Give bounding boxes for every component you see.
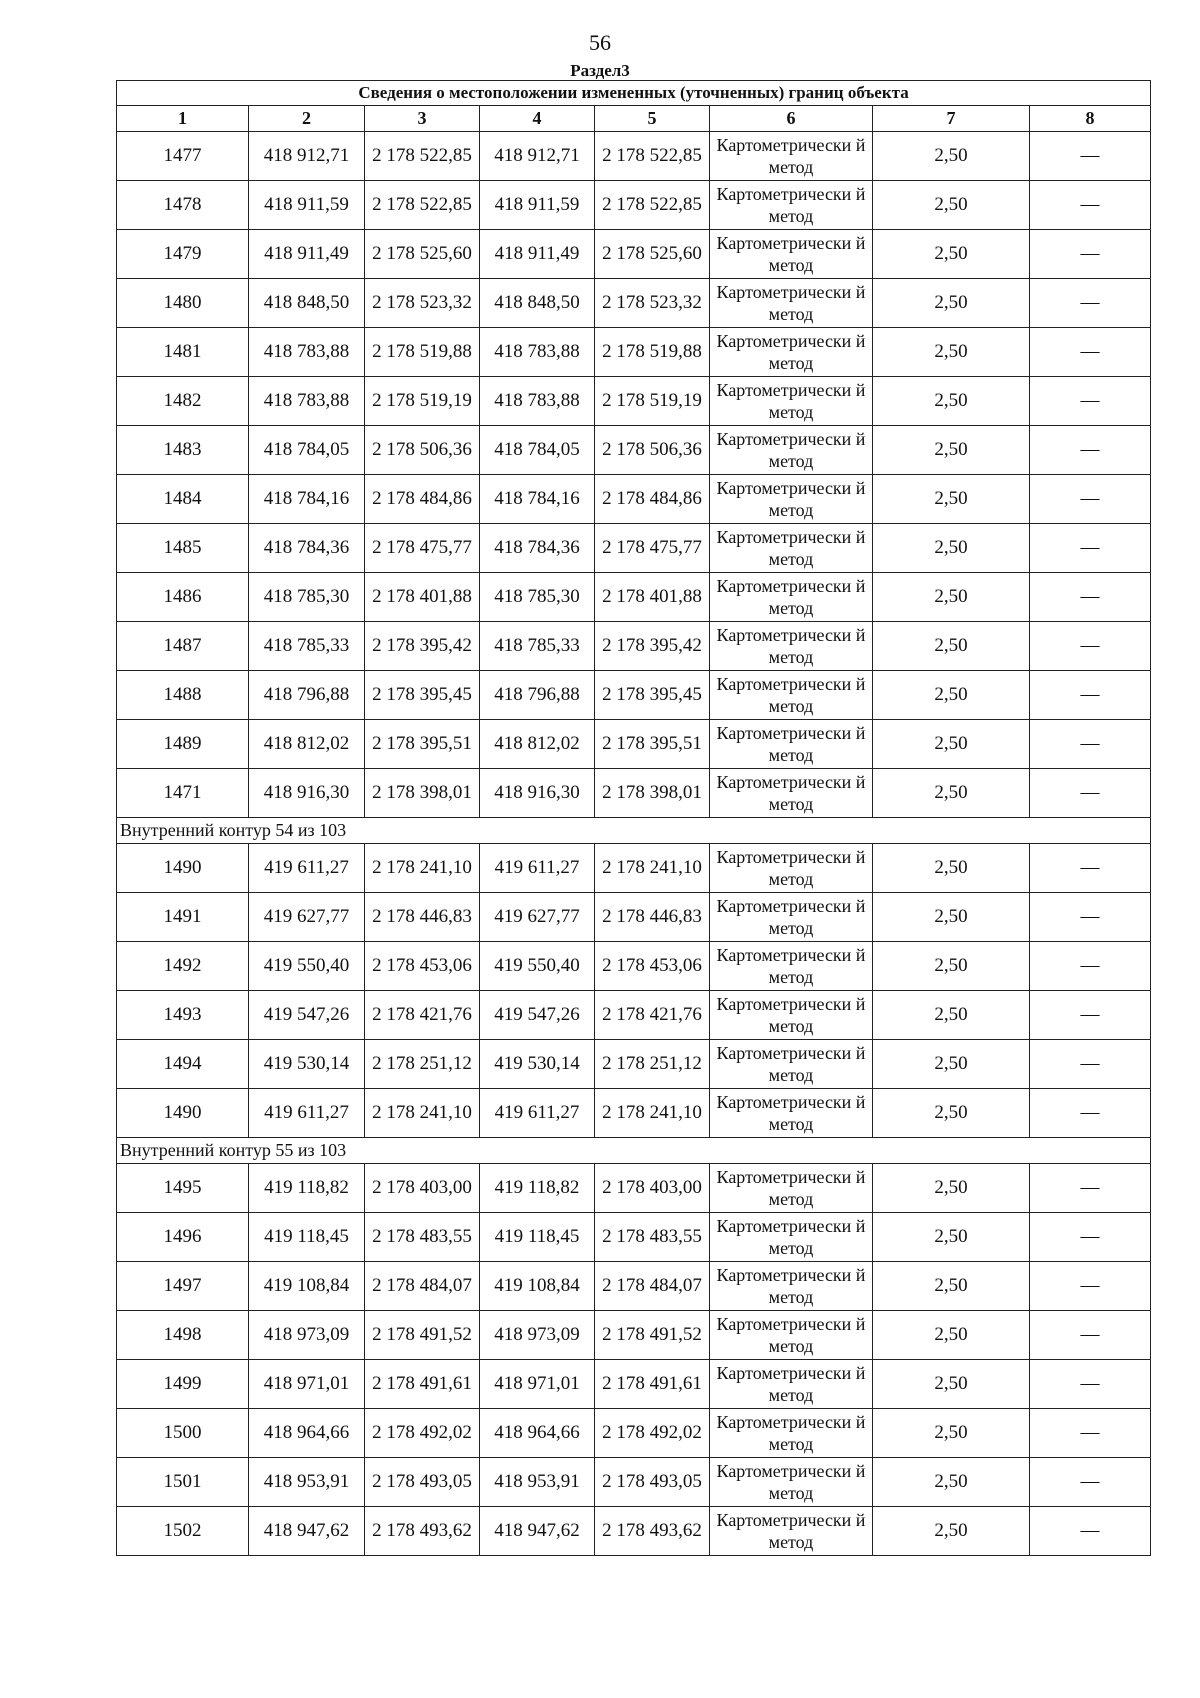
method-cell: Картометрически й метод <box>710 573 873 622</box>
note-cell: — <box>1030 622 1151 671</box>
x-old-cell: 418 783,88 <box>249 377 365 426</box>
y-new-cell: 2 178 492,02 <box>595 1409 710 1458</box>
column-header: 6 <box>710 106 873 132</box>
table-row <box>117 1507 1151 1556</box>
table-row <box>117 942 1151 991</box>
accuracy-cell: 2,50 <box>873 181 1030 230</box>
point-number-cell: 1498 <box>117 1311 249 1360</box>
accuracy-cell: 2,50 <box>873 328 1030 377</box>
column-header: 3 <box>365 106 480 132</box>
accuracy-cell: 2,50 <box>873 1458 1030 1507</box>
point-number-cell: 1481 <box>117 328 249 377</box>
note-cell: — <box>1030 1262 1151 1311</box>
accuracy-cell: 2,50 <box>873 1409 1030 1458</box>
table-row <box>117 1089 1151 1138</box>
accuracy-cell: 2,50 <box>873 769 1030 818</box>
table-row <box>117 1409 1151 1458</box>
accuracy-cell: 2,50 <box>873 230 1030 279</box>
column-header: 7 <box>873 106 1030 132</box>
x-new-cell: 418 784,05 <box>480 426 595 475</box>
x-new-cell: 418 784,16 <box>480 475 595 524</box>
method-cell: Картометрически й метод <box>710 720 873 769</box>
note-cell: — <box>1030 328 1151 377</box>
point-number-cell: 1497 <box>117 1262 249 1311</box>
table-row <box>117 893 1151 942</box>
contour-header-row <box>117 1138 1151 1164</box>
table-row <box>117 844 1151 893</box>
y-new-cell: 2 178 519,88 <box>595 328 710 377</box>
method-cell: Картометрически й метод <box>710 1458 873 1507</box>
x-new-cell: 418 784,36 <box>480 524 595 573</box>
x-new-cell: 418 964,66 <box>480 1409 595 1458</box>
y-old-cell: 2 178 522,85 <box>365 132 480 181</box>
accuracy-cell: 2,50 <box>873 279 1030 328</box>
y-new-cell: 2 178 395,42 <box>595 622 710 671</box>
y-old-cell: 2 178 398,01 <box>365 769 480 818</box>
contour-header-row <box>117 818 1151 844</box>
x-old-cell: 419 530,14 <box>249 1040 365 1089</box>
y-new-cell: 2 178 519,19 <box>595 377 710 426</box>
y-old-cell: 2 178 493,05 <box>365 1458 480 1507</box>
x-old-cell: 418 785,33 <box>249 622 365 671</box>
x-new-cell: 418 912,71 <box>480 132 595 181</box>
x-old-cell: 418 973,09 <box>249 1311 365 1360</box>
y-new-cell: 2 178 506,36 <box>595 426 710 475</box>
accuracy-cell: 2,50 <box>873 1507 1030 1556</box>
y-new-cell: 2 178 475,77 <box>595 524 710 573</box>
y-old-cell: 2 178 395,45 <box>365 671 480 720</box>
table-row <box>117 475 1151 524</box>
accuracy-cell: 2,50 <box>873 991 1030 1040</box>
note-cell: — <box>1030 1409 1151 1458</box>
x-new-cell: 418 785,33 <box>480 622 595 671</box>
point-number-cell: 1478 <box>117 181 249 230</box>
method-cell: Картометрически й метод <box>710 524 873 573</box>
y-old-cell: 2 178 506,36 <box>365 426 480 475</box>
y-old-cell: 2 178 401,88 <box>365 573 480 622</box>
point-number-cell: 1500 <box>117 1409 249 1458</box>
column-header: 2 <box>249 106 365 132</box>
x-old-cell: 418 953,91 <box>249 1458 365 1507</box>
y-old-cell: 2 178 483,55 <box>365 1213 480 1262</box>
section-label: Раздел3 <box>570 61 630 80</box>
accuracy-cell: 2,50 <box>873 720 1030 769</box>
note-cell: — <box>1030 991 1151 1040</box>
accuracy-cell: 2,50 <box>873 573 1030 622</box>
y-old-cell: 2 178 251,12 <box>365 1040 480 1089</box>
x-old-cell: 418 812,02 <box>249 720 365 769</box>
x-new-cell: 419 118,45 <box>480 1213 595 1262</box>
table-row <box>117 1213 1151 1262</box>
method-cell: Картометрически й метод <box>710 893 873 942</box>
x-old-cell: 419 627,77 <box>249 893 365 942</box>
point-number-cell: 1499 <box>117 1360 249 1409</box>
table-row <box>117 377 1151 426</box>
method-cell: Картометрически й метод <box>710 1262 873 1311</box>
y-old-cell: 2 178 241,10 <box>365 844 480 893</box>
accuracy-cell: 2,50 <box>873 1360 1030 1409</box>
note-cell: — <box>1030 1311 1151 1360</box>
x-new-cell: 419 108,84 <box>480 1262 595 1311</box>
x-old-cell: 419 611,27 <box>249 1089 365 1138</box>
x-old-cell: 419 118,82 <box>249 1164 365 1213</box>
method-cell: Картометрически й метод <box>710 1360 873 1409</box>
note-cell: — <box>1030 524 1151 573</box>
x-old-cell: 418 916,30 <box>249 769 365 818</box>
accuracy-cell: 2,50 <box>873 132 1030 181</box>
point-number-cell: 1492 <box>117 942 249 991</box>
note-cell: — <box>1030 1458 1151 1507</box>
y-new-cell: 2 178 484,07 <box>595 1262 710 1311</box>
method-cell: Картометрически й метод <box>710 426 873 475</box>
accuracy-cell: 2,50 <box>873 942 1030 991</box>
y-old-cell: 2 178 519,19 <box>365 377 480 426</box>
table-row <box>117 1164 1151 1213</box>
table-row <box>117 671 1151 720</box>
x-old-cell: 418 964,66 <box>249 1409 365 1458</box>
method-cell: Картометрически й метод <box>710 942 873 991</box>
column-header: 8 <box>1030 106 1151 132</box>
note-cell: — <box>1030 132 1151 181</box>
x-new-cell: 418 973,09 <box>480 1311 595 1360</box>
x-new-cell: 418 911,49 <box>480 230 595 279</box>
y-new-cell: 2 178 453,06 <box>595 942 710 991</box>
method-cell: Картометрически й метод <box>710 328 873 377</box>
x-old-cell: 418 848,50 <box>249 279 365 328</box>
note-cell: — <box>1030 942 1151 991</box>
accuracy-cell: 2,50 <box>873 844 1030 893</box>
note-cell: — <box>1030 279 1151 328</box>
y-old-cell: 2 178 519,88 <box>365 328 480 377</box>
y-new-cell: 2 178 483,55 <box>595 1213 710 1262</box>
y-new-cell: 2 178 522,85 <box>595 181 710 230</box>
x-new-cell: 418 916,30 <box>480 769 595 818</box>
x-new-cell: 418 911,59 <box>480 181 595 230</box>
table-row <box>117 1458 1151 1507</box>
x-new-cell: 419 118,82 <box>480 1164 595 1213</box>
x-old-cell: 419 118,45 <box>249 1213 365 1262</box>
column-header: 1 <box>117 106 249 132</box>
method-cell: Картометрически й метод <box>710 1311 873 1360</box>
y-new-cell: 2 178 395,45 <box>595 671 710 720</box>
y-old-cell: 2 178 475,77 <box>365 524 480 573</box>
accuracy-cell: 2,50 <box>873 622 1030 671</box>
point-number-cell: 1493 <box>117 991 249 1040</box>
table-row <box>117 1360 1151 1409</box>
y-old-cell: 2 178 421,76 <box>365 991 480 1040</box>
point-number-cell: 1484 <box>117 475 249 524</box>
x-new-cell: 419 550,40 <box>480 942 595 991</box>
y-new-cell: 2 178 525,60 <box>595 230 710 279</box>
method-cell: Картометрически й метод <box>710 377 873 426</box>
accuracy-cell: 2,50 <box>873 377 1030 426</box>
x-new-cell: 418 953,91 <box>480 1458 595 1507</box>
table-row <box>117 573 1151 622</box>
note-cell: — <box>1030 230 1151 279</box>
table-row <box>117 769 1151 818</box>
x-new-cell: 419 611,27 <box>480 1089 595 1138</box>
table-row <box>117 991 1151 1040</box>
note-cell: — <box>1030 844 1151 893</box>
note-cell: — <box>1030 1040 1151 1089</box>
point-number-cell: 1501 <box>117 1458 249 1507</box>
point-number-cell: 1483 <box>117 426 249 475</box>
point-number-cell: 1471 <box>117 769 249 818</box>
x-old-cell: 418 911,49 <box>249 230 365 279</box>
note-cell: — <box>1030 671 1151 720</box>
y-new-cell: 2 178 493,05 <box>595 1458 710 1507</box>
y-old-cell: 2 178 241,10 <box>365 1089 480 1138</box>
table-row <box>117 1262 1151 1311</box>
y-new-cell: 2 178 401,88 <box>595 573 710 622</box>
x-new-cell: 418 785,30 <box>480 573 595 622</box>
y-old-cell: 2 178 525,60 <box>365 230 480 279</box>
y-old-cell: 2 178 395,42 <box>365 622 480 671</box>
table-row <box>117 1040 1151 1089</box>
table-row <box>117 132 1151 181</box>
point-number-cell: 1502 <box>117 1507 249 1556</box>
y-old-cell: 2 178 493,62 <box>365 1507 480 1556</box>
table-row <box>117 524 1151 573</box>
note-cell: — <box>1030 573 1151 622</box>
x-new-cell: 419 611,27 <box>480 844 595 893</box>
contour-label: Внутренний контур 55 из 103 <box>117 1138 1151 1164</box>
accuracy-cell: 2,50 <box>873 1040 1030 1089</box>
y-old-cell: 2 178 491,61 <box>365 1360 480 1409</box>
accuracy-cell: 2,50 <box>873 1164 1030 1213</box>
method-cell: Картометрически й метод <box>710 991 873 1040</box>
y-new-cell: 2 178 491,61 <box>595 1360 710 1409</box>
y-new-cell: 2 178 421,76 <box>595 991 710 1040</box>
x-old-cell: 418 796,88 <box>249 671 365 720</box>
accuracy-cell: 2,50 <box>873 475 1030 524</box>
y-new-cell: 2 178 523,32 <box>595 279 710 328</box>
note-cell: — <box>1030 1164 1151 1213</box>
method-cell: Картометрически й метод <box>710 1213 873 1262</box>
column-header: 5 <box>595 106 710 132</box>
y-new-cell: 2 178 251,12 <box>595 1040 710 1089</box>
column-header-row <box>117 106 1151 132</box>
method-cell: Картометрически й метод <box>710 769 873 818</box>
point-number-cell: 1495 <box>117 1164 249 1213</box>
contour-label: Внутренний контур 54 из 103 <box>117 818 1151 844</box>
point-number-cell: 1477 <box>117 132 249 181</box>
note-cell: — <box>1030 1507 1151 1556</box>
table-row <box>117 328 1151 377</box>
accuracy-cell: 2,50 <box>873 1089 1030 1138</box>
accuracy-cell: 2,50 <box>873 1262 1030 1311</box>
y-new-cell: 2 178 398,01 <box>595 769 710 818</box>
method-cell: Картометрически й метод <box>710 1164 873 1213</box>
method-cell: Картометрически й метод <box>710 1409 873 1458</box>
method-cell: Картометрически й метод <box>710 230 873 279</box>
note-cell: — <box>1030 377 1151 426</box>
x-new-cell: 418 783,88 <box>480 377 595 426</box>
y-old-cell: 2 178 492,02 <box>365 1409 480 1458</box>
note-cell: — <box>1030 475 1151 524</box>
note-cell: — <box>1030 893 1151 942</box>
y-old-cell: 2 178 446,83 <box>365 893 480 942</box>
page-number: 56 <box>589 30 611 55</box>
x-old-cell: 419 547,26 <box>249 991 365 1040</box>
y-new-cell: 2 178 522,85 <box>595 132 710 181</box>
table-row <box>117 230 1151 279</box>
x-old-cell: 418 784,05 <box>249 426 365 475</box>
method-cell: Картометрически й метод <box>710 132 873 181</box>
x-new-cell: 418 812,02 <box>480 720 595 769</box>
method-cell: Картометрически й метод <box>710 1040 873 1089</box>
point-number-cell: 1490 <box>117 1089 249 1138</box>
note-cell: — <box>1030 720 1151 769</box>
y-new-cell: 2 178 403,00 <box>595 1164 710 1213</box>
y-old-cell: 2 178 491,52 <box>365 1311 480 1360</box>
method-cell: Картометрически й метод <box>710 671 873 720</box>
x-new-cell: 419 547,26 <box>480 991 595 1040</box>
x-new-cell: 418 971,01 <box>480 1360 595 1409</box>
table-row <box>117 720 1151 769</box>
y-old-cell: 2 178 453,06 <box>365 942 480 991</box>
y-new-cell: 2 178 491,52 <box>595 1311 710 1360</box>
x-old-cell: 418 912,71 <box>249 132 365 181</box>
y-new-cell: 2 178 493,62 <box>595 1507 710 1556</box>
point-number-cell: 1479 <box>117 230 249 279</box>
accuracy-cell: 2,50 <box>873 426 1030 475</box>
x-new-cell: 418 947,62 <box>480 1507 595 1556</box>
point-number-cell: 1489 <box>117 720 249 769</box>
table-row <box>117 1311 1151 1360</box>
point-number-cell: 1494 <box>117 1040 249 1089</box>
accuracy-cell: 2,50 <box>873 524 1030 573</box>
x-new-cell: 419 627,77 <box>480 893 595 942</box>
y-new-cell: 2 178 395,51 <box>595 720 710 769</box>
x-old-cell: 418 911,59 <box>249 181 365 230</box>
y-old-cell: 2 178 403,00 <box>365 1164 480 1213</box>
y-new-cell: 2 178 446,83 <box>595 893 710 942</box>
y-old-cell: 2 178 484,07 <box>365 1262 480 1311</box>
method-cell: Картометрически й метод <box>710 844 873 893</box>
method-cell: Картометрически й метод <box>710 622 873 671</box>
x-old-cell: 419 611,27 <box>249 844 365 893</box>
method-cell: Картометрически й метод <box>710 1507 873 1556</box>
point-number-cell: 1488 <box>117 671 249 720</box>
y-old-cell: 2 178 484,86 <box>365 475 480 524</box>
x-new-cell: 418 848,50 <box>480 279 595 328</box>
y-old-cell: 2 178 522,85 <box>365 181 480 230</box>
y-new-cell: 2 178 241,10 <box>595 1089 710 1138</box>
accuracy-cell: 2,50 <box>873 671 1030 720</box>
point-number-cell: 1480 <box>117 279 249 328</box>
note-cell: — <box>1030 769 1151 818</box>
note-cell: — <box>1030 1360 1151 1409</box>
note-cell: — <box>1030 181 1151 230</box>
x-old-cell: 418 785,30 <box>249 573 365 622</box>
y-old-cell: 2 178 523,32 <box>365 279 480 328</box>
method-cell: Картометрически й метод <box>710 475 873 524</box>
method-cell: Картометрически й метод <box>710 279 873 328</box>
table-row <box>117 279 1151 328</box>
method-cell: Картометрически й метод <box>710 181 873 230</box>
y-new-cell: 2 178 484,86 <box>595 475 710 524</box>
point-number-cell: 1486 <box>117 573 249 622</box>
point-number-cell: 1490 <box>117 844 249 893</box>
point-number-cell: 1491 <box>117 893 249 942</box>
x-old-cell: 418 783,88 <box>249 328 365 377</box>
x-old-cell: 418 947,62 <box>249 1507 365 1556</box>
note-cell: — <box>1030 1213 1151 1262</box>
x-old-cell: 419 108,84 <box>249 1262 365 1311</box>
table-row <box>117 622 1151 671</box>
note-cell: — <box>1030 1089 1151 1138</box>
column-header: 4 <box>480 106 595 132</box>
note-cell: — <box>1030 426 1151 475</box>
accuracy-cell: 2,50 <box>873 1311 1030 1360</box>
x-new-cell: 419 530,14 <box>480 1040 595 1089</box>
y-old-cell: 2 178 395,51 <box>365 720 480 769</box>
y-new-cell: 2 178 241,10 <box>595 844 710 893</box>
point-number-cell: 1485 <box>117 524 249 573</box>
x-old-cell: 419 550,40 <box>249 942 365 991</box>
x-old-cell: 418 784,36 <box>249 524 365 573</box>
table-title: Сведения о местоположении измененных (уточненных) границ объекта <box>117 81 1151 106</box>
table-row <box>117 426 1151 475</box>
method-cell: Картометрически й метод <box>710 1089 873 1138</box>
accuracy-cell: 2,50 <box>873 1213 1030 1262</box>
point-number-cell: 1482 <box>117 377 249 426</box>
point-number-cell: 1487 <box>117 622 249 671</box>
table-row <box>117 181 1151 230</box>
point-number-cell: 1496 <box>117 1213 249 1262</box>
x-old-cell: 418 971,01 <box>249 1360 365 1409</box>
accuracy-cell: 2,50 <box>873 893 1030 942</box>
x-old-cell: 418 784,16 <box>249 475 365 524</box>
x-new-cell: 418 783,88 <box>480 328 595 377</box>
x-new-cell: 418 796,88 <box>480 671 595 720</box>
boundary-table <box>116 80 1151 1556</box>
